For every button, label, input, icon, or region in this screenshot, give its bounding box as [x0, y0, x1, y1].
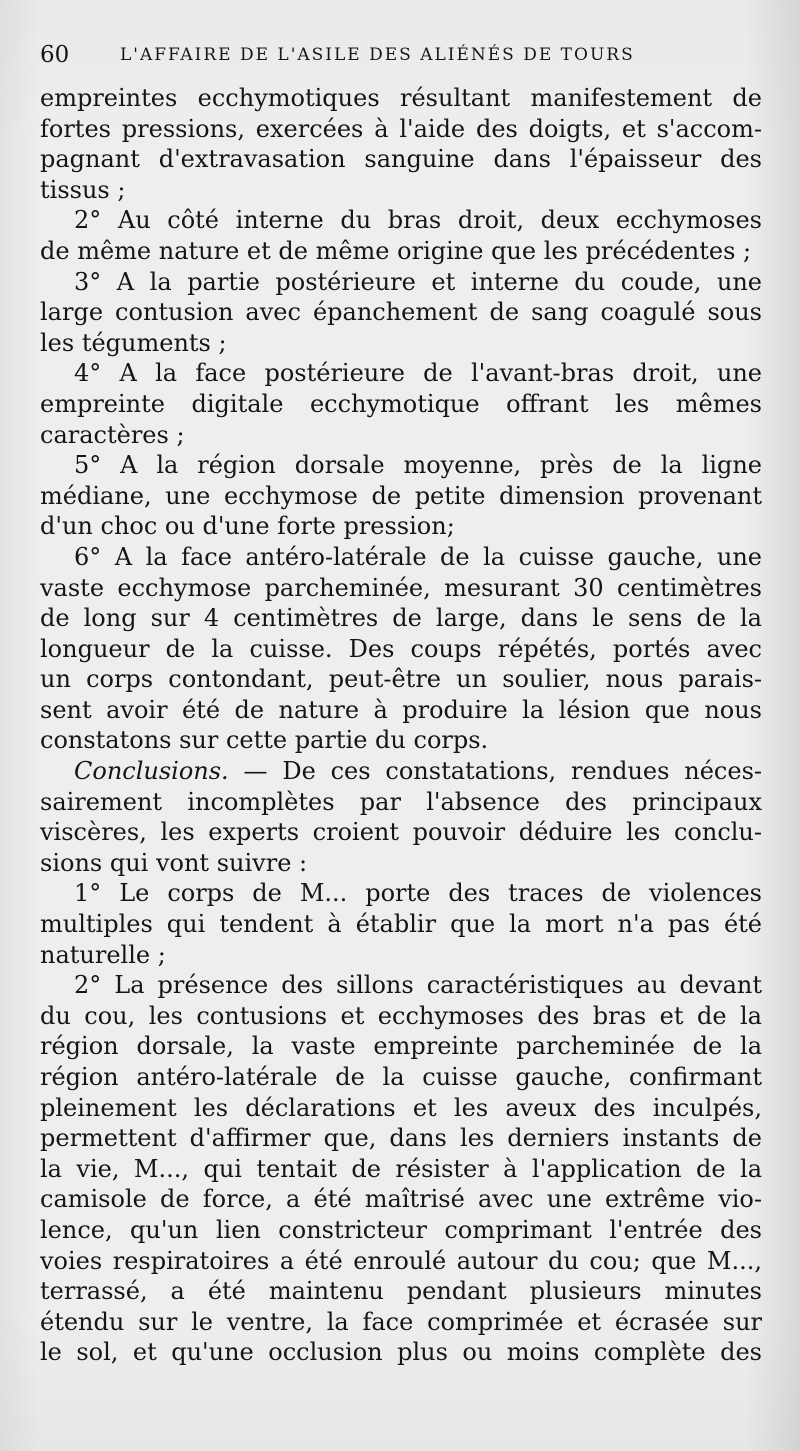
line-text: 1° Le corps de M... porte des traces de violences [74, 879, 762, 908]
line-text: lence, qu'un lien constricteur comprimant l'entrée des [40, 1215, 762, 1244]
text-line [40, 1184, 762, 1215]
text-line [40, 511, 762, 542]
line-text: 3° A la partie postérieure et interne du coude, une [74, 267, 762, 296]
text-line [40, 940, 762, 971]
line-text: région antéro-latérale de la cuisse gauche, confirmant [40, 1063, 762, 1091]
line-text: 4° A la face postérieure de l'avant-bras droit, une [74, 359, 762, 388]
line-text: naturelle ; [40, 940, 166, 969]
text-line [40, 756, 762, 787]
line-text: 5° A la région dorsale moyenne, près de la ligne [74, 451, 762, 480]
text-line [40, 1215, 762, 1246]
text-line [40, 634, 762, 665]
line-text: tissus ; [40, 175, 126, 204]
line-text: vaste ecchymose parcheminée, mesurant 30 centimètres [40, 573, 762, 602]
line-text: terrassé, a été maintenu pendant plusieurs minutes [40, 1277, 762, 1306]
line-text: sairement incomplètes par l'absence des principaux [40, 787, 762, 816]
text-line [40, 1062, 762, 1093]
text-line [40, 114, 762, 145]
line-text: 2° La présence des sillons caractéristiques au devant [74, 971, 762, 1000]
line-text: sions qui vont suivre : [40, 848, 308, 877]
line-text: le sol, et qu'une occlusion plus ou moins complète des [40, 1338, 762, 1367]
text-line [40, 83, 762, 114]
text-line [40, 1031, 762, 1062]
text-line [40, 1307, 762, 1338]
line-text: d'un choc ou d'une forte pression; [40, 512, 455, 541]
text-line [40, 725, 762, 756]
line-text: 6° A la face antéro-latérale de la cuisse gauche, une [74, 542, 762, 571]
text-line [40, 328, 762, 359]
line-text: les téguments ; [40, 328, 227, 357]
text-line [40, 1001, 762, 1032]
line-text: étendu sur le ventre, la face comprimée et écrasée sur [40, 1307, 762, 1336]
line-text: pagnant d'extravasation sanguine dans l'épaisseur des [40, 145, 762, 174]
line-text: permettent d'affirmer que, dans les derniers instants de [40, 1124, 762, 1153]
text-line [40, 450, 762, 481]
text-line [40, 848, 762, 879]
line-text: du cou, les contusions et ecchymoses des bras et de la [40, 1001, 762, 1030]
line-text: de long sur 4 centimètres de large, dans le sens de la [40, 604, 762, 633]
line-text: multiples qui tendent à établir que la mort n'a pas été [40, 910, 762, 939]
text-line [40, 175, 762, 206]
text-line [40, 236, 762, 267]
text-line [40, 542, 762, 573]
text-line [40, 970, 762, 1001]
text-line [40, 297, 762, 328]
line-text: constatons sur cette partie du corps. [40, 726, 489, 755]
text-line [40, 603, 762, 634]
line-text: pleinement les déclarations et les aveux des inculpés, [40, 1093, 762, 1122]
running-title: L'AFFAIRE DE L'ASILE DES ALIÉNÉS DE TOURS [120, 45, 635, 65]
text-line [40, 573, 762, 604]
line-text: — De ces constatations, rendues néces- [228, 757, 762, 786]
line-text: sent avoir été de nature à produire la lésion que nous [40, 695, 762, 724]
line-text: empreintes ecchymotiques résultant manifestement de [40, 84, 762, 112]
text-line [40, 1246, 762, 1277]
text-line [40, 1093, 762, 1124]
line-text: caractères ; [40, 420, 185, 449]
text-line [40, 420, 762, 451]
text-line [40, 1337, 762, 1368]
text-line [40, 787, 762, 818]
line-text: empreinte digitale ecchymotique offrant les mêmes [40, 389, 762, 418]
page-number: 60 [40, 42, 70, 68]
text-line [40, 144, 762, 175]
text-line [40, 1154, 762, 1185]
text-line [40, 878, 762, 909]
line-text: la vie, M..., qui tentait de résister à l'application de la [40, 1154, 762, 1183]
text-line [40, 1276, 762, 1307]
line-text: 2° Au côté interne du bras droit, deux ecchymoses [74, 206, 762, 235]
line-text: voies respiratoires a été enroulé autour du cou; que M..., [40, 1246, 762, 1275]
line-text: viscères, les experts croient pouvoir déduire les conclu- [40, 818, 762, 847]
section-heading: Conclusions. [74, 757, 229, 786]
line-text: large contusion avec épanchement de sang coagulé sous [40, 298, 762, 327]
text-line [40, 695, 762, 726]
line-text: de même nature et de même origine que les précédentes ; [40, 236, 752, 265]
line-text: camisole de force, a été maîtrisé avec une extrême vio- [40, 1185, 762, 1214]
body-text [40, 83, 762, 1368]
text-line [40, 817, 762, 848]
text-line [40, 358, 762, 389]
text-line [40, 481, 762, 512]
line-text: longueur de la cuisse. Des coups répétés, portés avec [40, 634, 762, 663]
text-line [40, 267, 762, 298]
text-line [40, 389, 762, 420]
line-text: fortes pressions, exercées à l'aide des doigts, et s'accom- [40, 114, 762, 143]
text-line [40, 1123, 762, 1154]
text-line [40, 664, 762, 695]
line-text: région dorsale, la vaste empreinte parcheminée de la [40, 1032, 762, 1061]
text-line [40, 205, 762, 236]
line-text: un corps contondant, peut-être un soulier, nous parais- [40, 665, 762, 694]
running-header [40, 40, 760, 70]
text-line [40, 909, 762, 940]
line-text: médiane, une ecchymose de petite dimension provenant [40, 481, 762, 510]
